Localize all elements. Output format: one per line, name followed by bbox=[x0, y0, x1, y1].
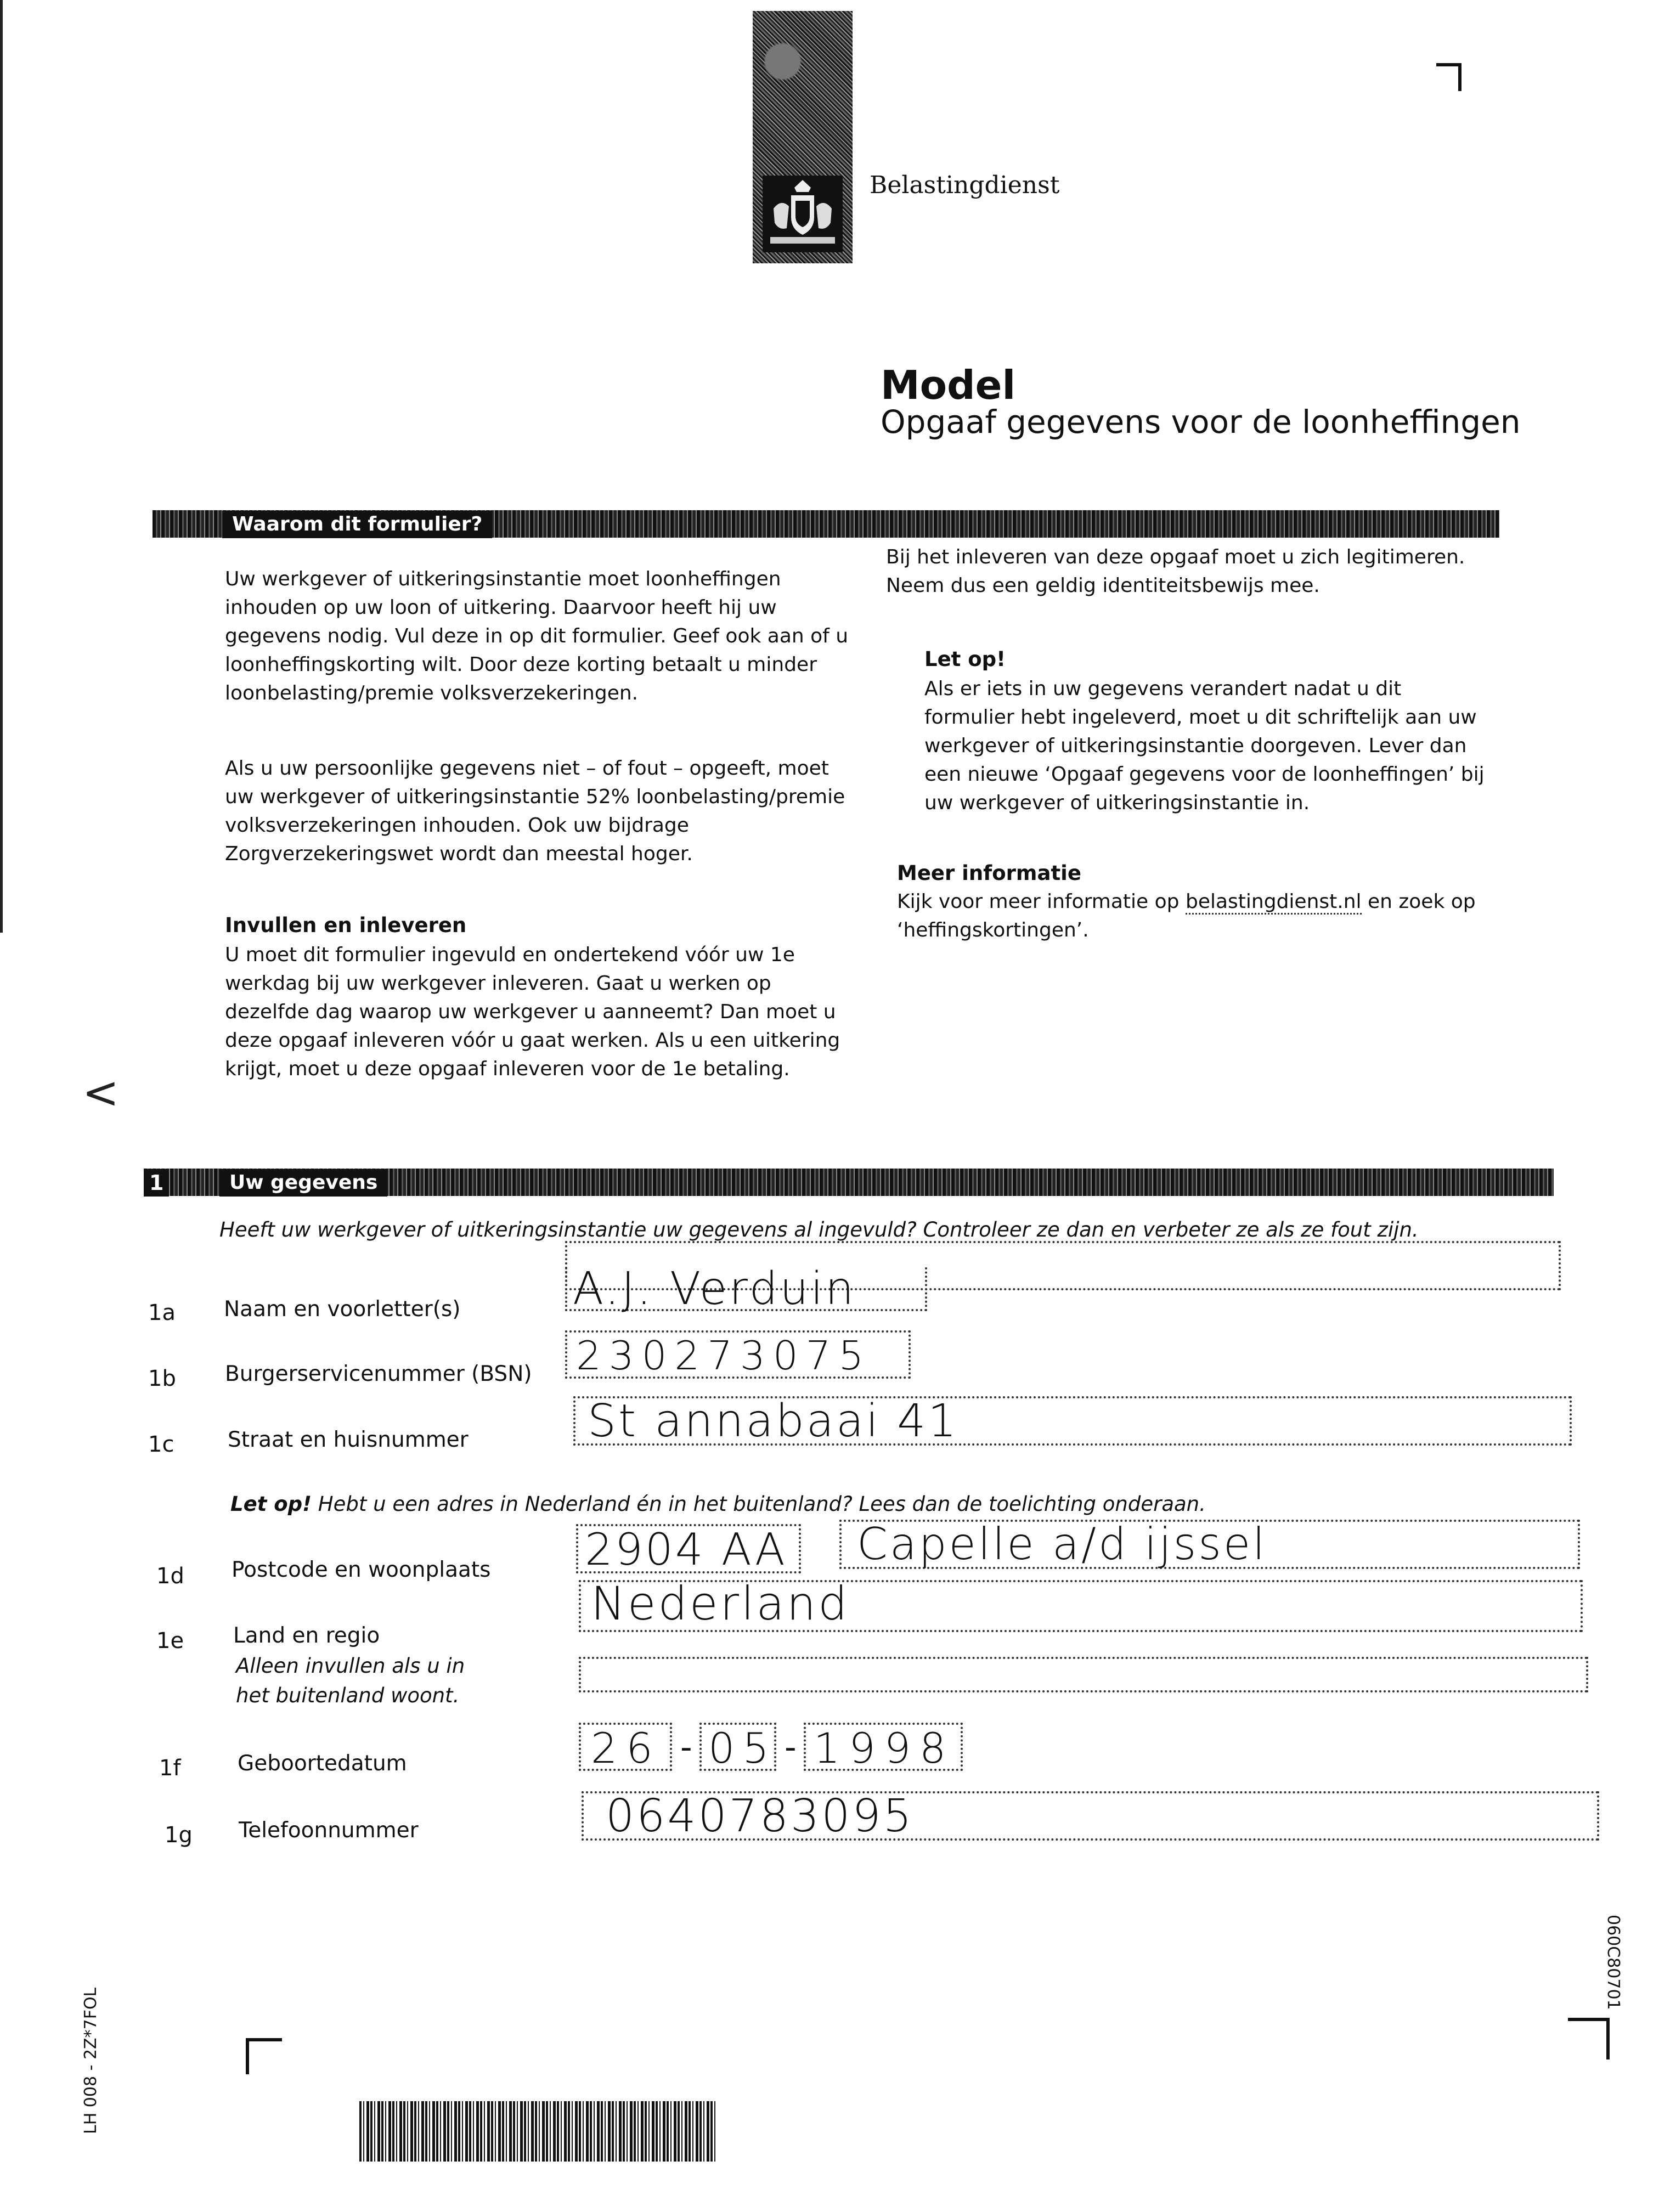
form-code-left: LH 008 - 2Z*7FOL bbox=[81, 1987, 100, 2134]
name-value: A.J. Verduin bbox=[573, 1263, 856, 1315]
label-bsn: Burgerservicenummer (BSN) bbox=[225, 1362, 532, 1386]
row-number-1g: 1g bbox=[165, 1822, 193, 1848]
bsn-value: 230273075 bbox=[576, 1333, 872, 1379]
section1-number: 1 bbox=[144, 1169, 169, 1197]
scan-edge bbox=[0, 0, 3, 933]
meer-informatie-paragraph bbox=[897, 888, 1489, 945]
section1-header-label: Uw gegevens bbox=[219, 1169, 387, 1197]
row-number-1d: 1d bbox=[156, 1564, 184, 1589]
legitimation-paragraph: Bij het inleveren van deze opgaaf moet u zich legitimeren. Neem dus een geldig identiteitsbewijs mee. bbox=[886, 546, 1465, 597]
form-subtitle: Opgaaf gegevens voor de loonheffingen bbox=[881, 403, 1521, 441]
birth-month-value: 05 bbox=[708, 1724, 777, 1773]
meer-informatie-text-b: en zoek op ‘heffingskortingen’. bbox=[897, 890, 1476, 941]
form-title: Model bbox=[881, 362, 1016, 408]
barcode-icon bbox=[359, 2101, 716, 2162]
label-naam: Naam en voorletter(s) bbox=[224, 1297, 461, 1322]
intro-paragraph-2: Als u uw persoonlijke gegevens niet – of fout – opgeeft, moet uw werkgever of uitkeringsinstantie 52% loonbelasting/premie volksverzekeringen inhouden. Ook uw bijdrage Zorgverzekeringswet wordt dan meestal hoger. bbox=[225, 757, 845, 865]
birth-day-value: 26 bbox=[591, 1724, 662, 1773]
crop-mark-bottom-right bbox=[1568, 2018, 1610, 2059]
address-note-text: Hebt u een adres in Nederland én in het buitenland? Lees dan de toelichting onderaan. bbox=[312, 1492, 1206, 1516]
row-number-1c: 1c bbox=[148, 1432, 174, 1457]
phone-field[interactable] bbox=[582, 1791, 1599, 1841]
bsn-field[interactable] bbox=[565, 1330, 911, 1379]
row-number-1e: 1e bbox=[156, 1628, 184, 1654]
date-separator-2: - bbox=[785, 1728, 797, 1767]
meer-informatie-text-a: Kijk voor meer informatie op bbox=[897, 890, 1186, 913]
crop-mark-top-right bbox=[1436, 63, 1462, 91]
label-postcode: Postcode en woonplaats bbox=[232, 1558, 491, 1582]
row-number-1b: 1b bbox=[148, 1366, 176, 1391]
birth-year-field[interactable] bbox=[804, 1723, 963, 1771]
country-field[interactable] bbox=[579, 1577, 1583, 1632]
heading-invullen: Invullen en inleveren bbox=[225, 913, 467, 937]
crop-mark-bottom-left bbox=[246, 2038, 282, 2074]
heading-let-op: Let op! bbox=[924, 647, 1006, 671]
date-separator-1: - bbox=[680, 1728, 692, 1767]
street-field[interactable] bbox=[573, 1396, 1572, 1446]
brand-name: Belastingdienst bbox=[870, 171, 1060, 199]
section1-intro: Heeft uw werkgever of uitkeringsinstantie uw gegevens al ingevuld? Controleer ze dan en verbeter ze als ze fout zijn. bbox=[219, 1218, 1419, 1242]
country-value: Nederland bbox=[591, 1577, 850, 1630]
intro-paragraph-3: U moet dit formulier ingevuld en ondertekend vóór uw 1e werkdag bij uw werkgever inleveren. Gaat u werken op dezelfde dag waarop uw werkgever u aanneemt? Dan moet u deze opgaaf inleveren vóór u gaat werken. Als u een uitkering krijgt, moet u deze opgaaf inleveren voor de 1e betaling. bbox=[225, 944, 840, 1080]
name-field[interactable] bbox=[565, 1263, 927, 1315]
label-geboortedatum: Geboortedatum bbox=[238, 1751, 407, 1776]
heading-meer-informatie: Meer informatie bbox=[897, 861, 1081, 885]
chevron-left-icon: < bbox=[82, 1067, 120, 1118]
form-code-right: 060C80701 bbox=[1604, 1915, 1623, 2010]
coat-of-arms-icon bbox=[763, 176, 843, 252]
let-op-paragraph: Als er iets in uw gegevens verandert nadat u dit formulier hebt ingeleverd, moet u dit schriftelijk aan uw werkgever of uitkeringsinstantie doorgeven. Lever dan een nieuwe ‘Opgaaf gegevens voor de loonheffingen’ bij uw werkgever of uitkeringsinstantie in. bbox=[924, 678, 1485, 814]
section-header-waarom: Waarom dit formulier? bbox=[222, 511, 492, 538]
label-land-sub: Alleen invullen als u in het buitenland woont. bbox=[236, 1654, 465, 1707]
label-telefoon: Telefoonnummer bbox=[239, 1818, 419, 1843]
region-field[interactable] bbox=[579, 1657, 1588, 1692]
row-number-1f: 1f bbox=[159, 1756, 181, 1781]
birth-year-value: 1998 bbox=[814, 1724, 955, 1773]
city-value: Capelle a/d ijssel bbox=[857, 1519, 1267, 1570]
address-note-bold: Let op! bbox=[230, 1492, 312, 1516]
label-land: Land en regio bbox=[233, 1623, 380, 1648]
address-note bbox=[230, 1492, 1206, 1516]
birth-day-field[interactable] bbox=[579, 1723, 672, 1771]
birth-month-field[interactable] bbox=[699, 1723, 776, 1771]
label-straat: Straat en huisnummer bbox=[228, 1427, 469, 1452]
street-value: St annabaai 41 bbox=[588, 1395, 959, 1447]
postcode-value: 2904 AA bbox=[585, 1524, 787, 1575]
row-number-1a: 1a bbox=[148, 1300, 176, 1325]
postcode-field[interactable] bbox=[576, 1524, 801, 1573]
belastingdienst-link[interactable]: belastingdienst.nl bbox=[1186, 890, 1362, 915]
intro-paragraph-1: Uw werkgever of uitkeringsinstantie moet loonheffingen inhouden op uw loon of uitkering. Daarvoor heeft hij uw gegevens nodig. Vul deze in op dit formulier. Geef ook aan of u loonheffingskorting wilt. Door deze korting betaalt u minder loonbelasting/premie volksverzekeringen. bbox=[225, 568, 849, 704]
phone-value: 0640783095 bbox=[606, 1790, 914, 1842]
city-field[interactable] bbox=[839, 1520, 1580, 1569]
